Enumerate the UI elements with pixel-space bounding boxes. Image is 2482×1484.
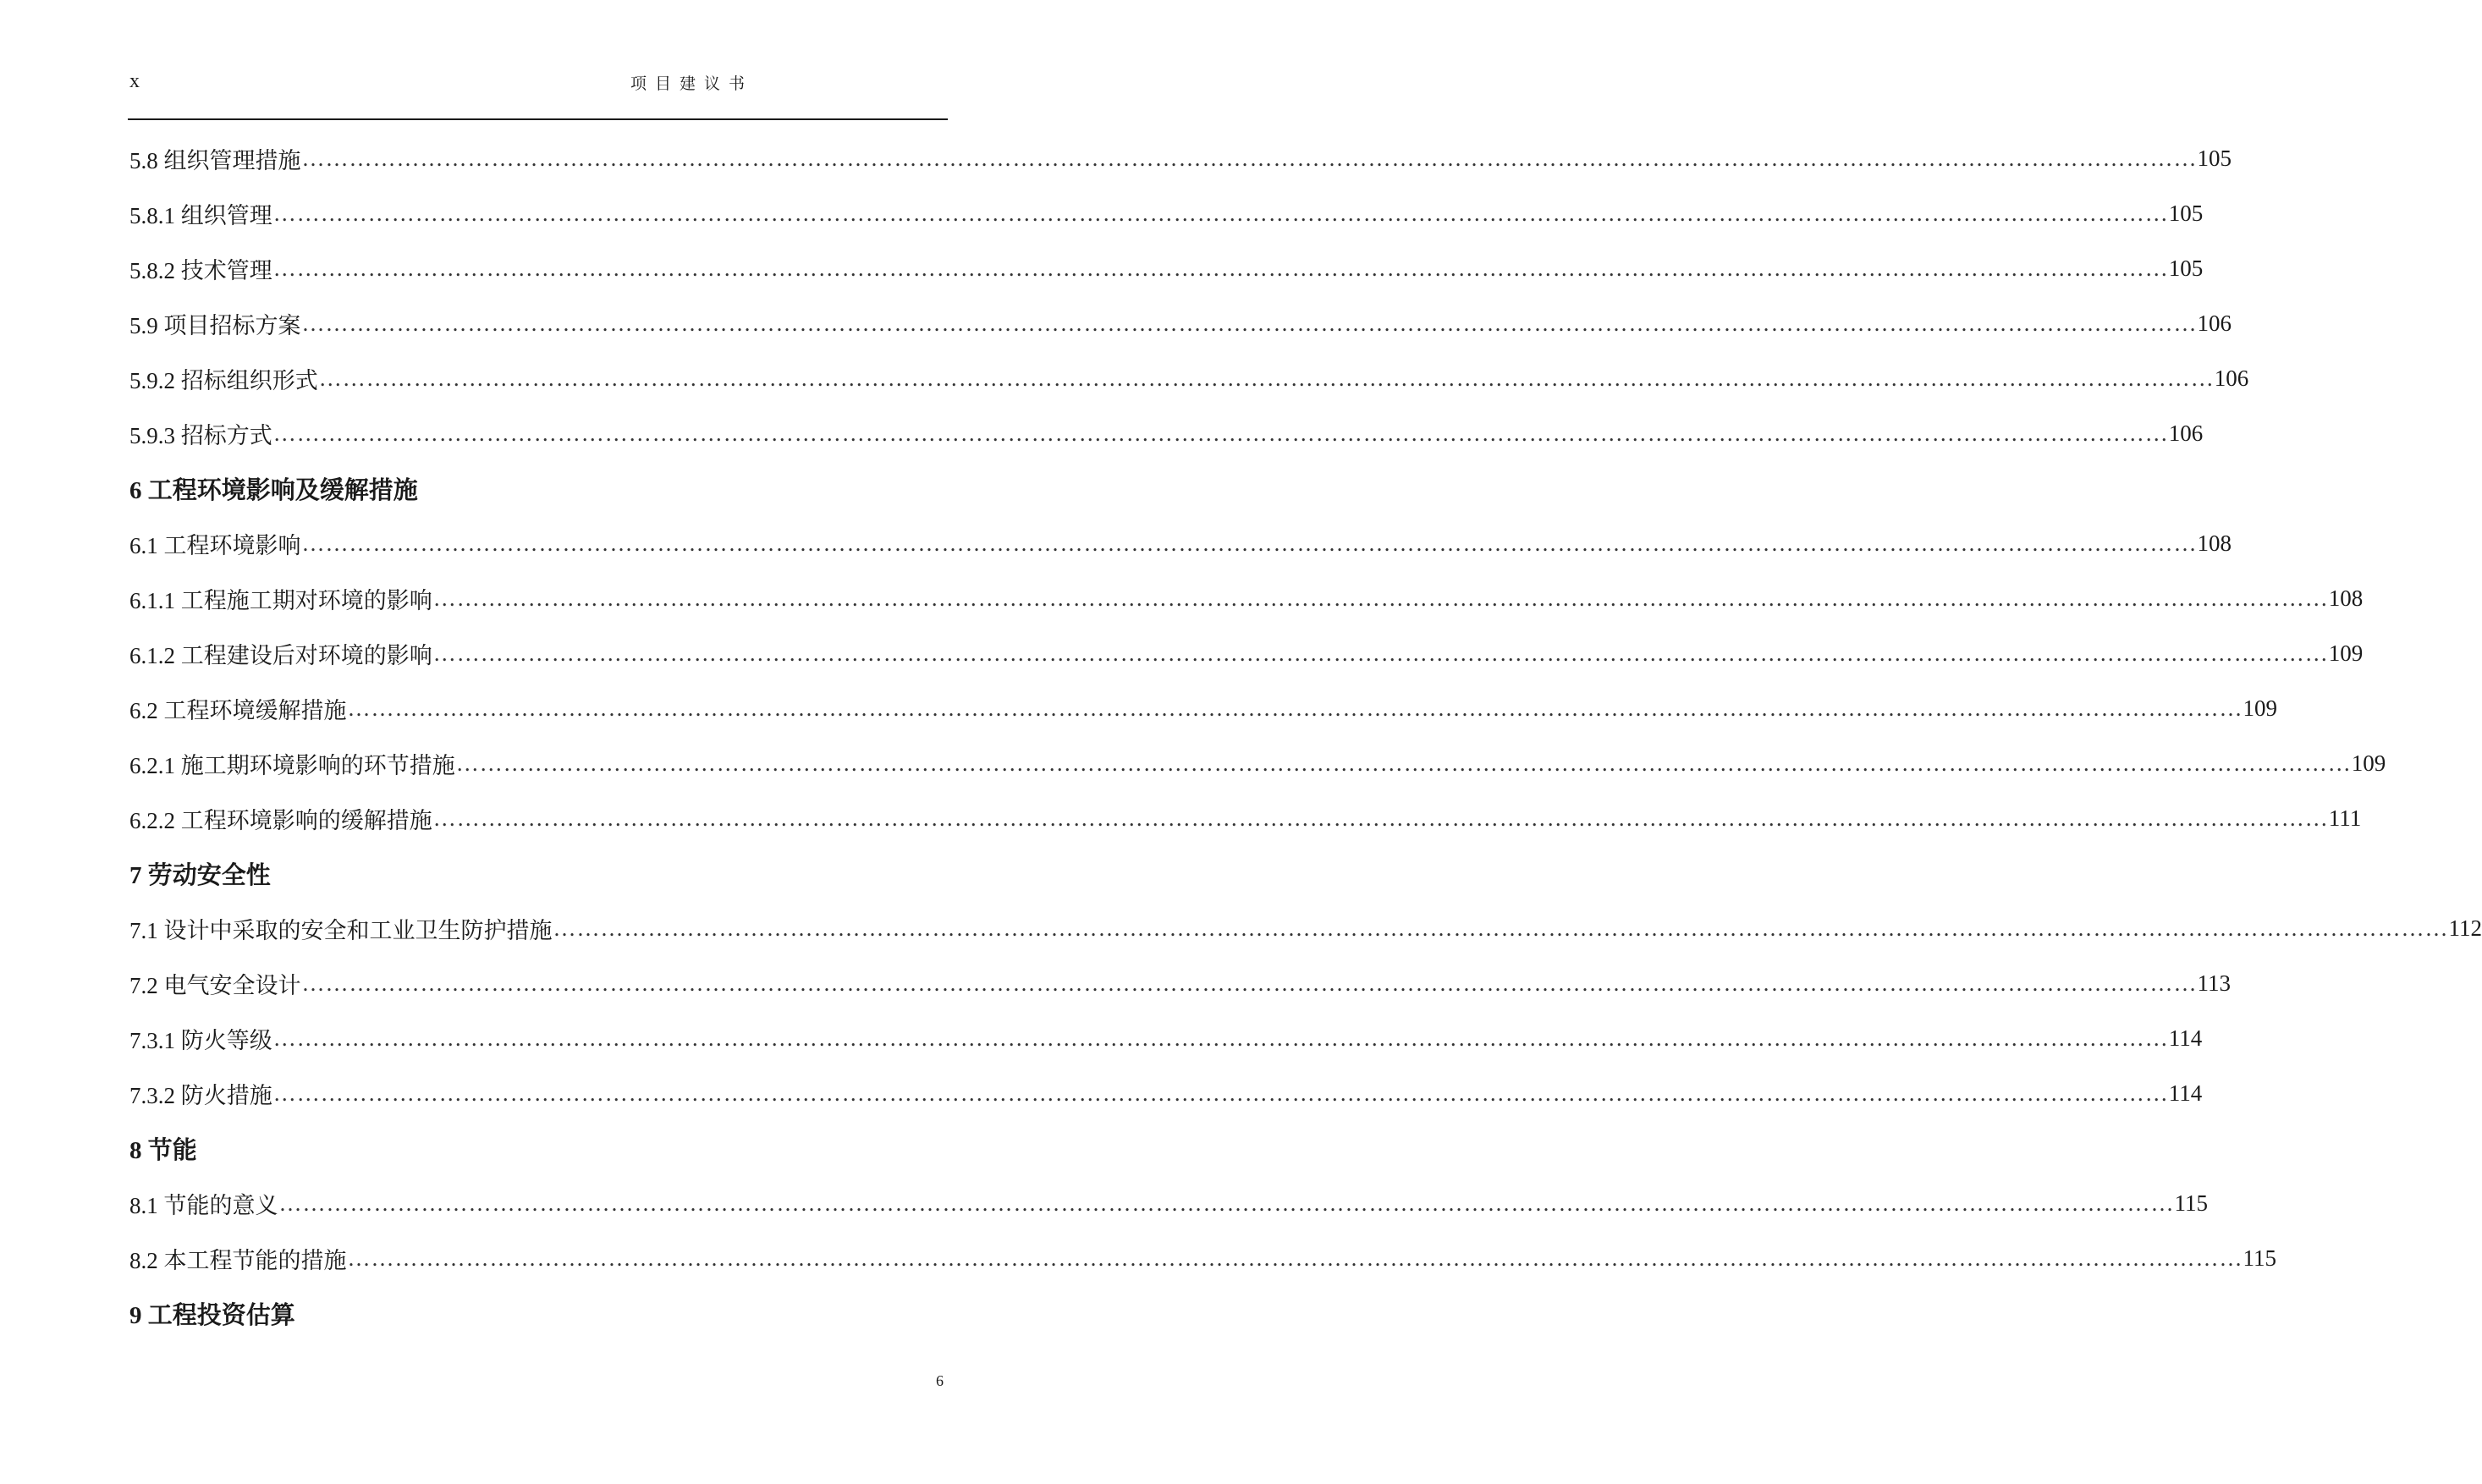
- toc-entry: [129, 351, 2249, 406]
- toc-entry: [129, 1176, 2208, 1231]
- toc-entry-title: 6.1.2 工程建设后对环境的影响: [129, 643, 432, 668]
- toc-entry-page: 109: [2351, 750, 2386, 776]
- toc-entry-page: 114: [2168, 1025, 2203, 1051]
- toc-entry-page: 105: [2197, 146, 2232, 171]
- toc-section-heading: 9 工程投资估算: [129, 1302, 295, 1329]
- toc-entry-title: 6.2 工程环境缓解措施: [129, 698, 347, 723]
- toc-entry: [129, 681, 2277, 736]
- toc-entry-page: 108: [2328, 585, 2364, 611]
- toc-entry-title: 5.9.3 招标方式: [129, 423, 272, 448]
- toc-entry: [129, 241, 2204, 296]
- toc-entry-title: 5.9 项目招标方案: [129, 313, 301, 338]
- toc-entry-page: 111: [2328, 805, 2362, 831]
- toc-dot-leader: ……………………………………………………………………………………………………………………………………………………………………………………………………………………: [272, 1025, 2169, 1051]
- header-left-mark: x: [129, 70, 140, 92]
- table-of-contents: [129, 131, 2482, 1341]
- toc-dot-leader: ……………………………………………………………………………………………………………………………………………………………………………………………………………………: [301, 530, 2198, 556]
- toc-entry-title: 8.1 节能的意义: [129, 1193, 278, 1218]
- toc-entry: [129, 736, 2386, 791]
- toc-dot-leader: ……………………………………………………………………………………………………………………………………………………………………………………………………………………: [432, 585, 2329, 611]
- toc-section-heading: 6 工程环境影响及缓解措施: [129, 477, 418, 504]
- toc-entry-page: 112: [2448, 915, 2482, 941]
- toc-dot-leader: ……………………………………………………………………………………………………………………………………………………………………………………………………………………: [347, 1245, 2243, 1271]
- toc-dot-leader: ……………………………………………………………………………………………………………………………………………………………………………………………………………………: [318, 366, 2215, 391]
- toc-dot-leader: ……………………………………………………………………………………………………………………………………………………………………………………………………………………: [272, 420, 2169, 446]
- header-rule: [128, 118, 948, 120]
- toc-entry: [129, 186, 2204, 241]
- toc-entry: [129, 1066, 2203, 1121]
- toc-entry: [129, 571, 2364, 626]
- toc-entry: [129, 626, 2364, 681]
- toc-dot-leader: ……………………………………………………………………………………………………………………………………………………………………………………………………………………: [347, 695, 2243, 721]
- toc-entry: [129, 1011, 2203, 1066]
- toc-dot-leader: ……………………………………………………………………………………………………………………………………………………………………………………………………………………: [301, 970, 2198, 996]
- toc-dot-leader: ……………………………………………………………………………………………………………………………………………………………………………………………………………………: [432, 805, 2329, 831]
- toc-entry-title: 7.2 电气安全设计: [129, 973, 301, 998]
- toc-section-heading: 7 劳动安全性: [129, 862, 271, 889]
- toc-dot-leader: ……………………………………………………………………………………………………………………………………………………………………………………………………………………: [278, 1190, 2175, 1216]
- toc-entry-page: 114: [2168, 1080, 2203, 1106]
- page-number: 6: [936, 1372, 944, 1389]
- toc-section-heading: 8 节能: [129, 1137, 197, 1164]
- toc-entry-title: 6.1 工程环境影响: [129, 533, 301, 558]
- toc-dot-leader: ……………………………………………………………………………………………………………………………………………………………………………………………………………………: [272, 256, 2169, 281]
- toc-entry: [129, 516, 2232, 571]
- toc-entry: [129, 791, 2362, 846]
- toc-entry: [129, 131, 2232, 186]
- toc-dot-leader: ……………………………………………………………………………………………………………………………………………………………………………………………………………………: [455, 750, 2352, 776]
- toc-entry: [129, 406, 2204, 461]
- toc-dot-leader: ……………………………………………………………………………………………………………………………………………………………………………………………………………………: [301, 311, 2198, 336]
- toc-entry: [129, 956, 2231, 1011]
- header-title: 项目建议书: [630, 75, 754, 93]
- toc-entry-title: 6.1.1 工程施工期对环境的影响: [129, 588, 432, 613]
- toc-entry-page: 113: [2197, 970, 2231, 996]
- toc-entry-page: 105: [2168, 256, 2204, 281]
- toc-entry: [129, 901, 2482, 956]
- toc-entry-title: 7.3.1 防火等级: [129, 1028, 272, 1053]
- toc-entry-page: 106: [2197, 311, 2232, 336]
- toc-entry-title: 6.2.1 施工期环境影响的环节措施: [129, 753, 455, 778]
- toc-entry-page: 115: [2174, 1190, 2208, 1216]
- toc-entry-title: 7.1 设计中采取的安全和工业卫生防护措施: [129, 918, 553, 943]
- toc-entry-page: 109: [2328, 640, 2364, 666]
- toc-entry-page: 109: [2243, 695, 2277, 721]
- toc-entry-page: 106: [2168, 420, 2204, 446]
- toc-dot-leader: ……………………………………………………………………………………………………………………………………………………………………………………………………………………: [272, 201, 2169, 226]
- toc-entry-page: 105: [2168, 201, 2204, 226]
- toc-entry-page: 108: [2197, 530, 2232, 556]
- toc-entry-title: 5.9.2 招标组织形式: [129, 368, 318, 393]
- toc-entry-title: 8.2 本工程节能的措施: [129, 1248, 347, 1273]
- toc-dot-leader: ……………………………………………………………………………………………………………………………………………………………………………………………………………………: [272, 1080, 2169, 1106]
- toc-entry-title: 6.2.2 工程环境影响的缓解措施: [129, 808, 432, 833]
- toc-entry-title: 7.3.2 防火措施: [129, 1083, 272, 1108]
- toc-entry: [129, 296, 2232, 351]
- toc-entry-page: 106: [2214, 366, 2249, 391]
- toc-entry: [129, 1231, 2276, 1286]
- toc-entry-title: 5.8.1 组织管理: [129, 203, 272, 228]
- toc-entry-title: 5.8 组织管理措施: [129, 148, 301, 173]
- toc-dot-leader: ……………………………………………………………………………………………………………………………………………………………………………………………………………………: [553, 915, 2449, 941]
- toc-dot-leader: ……………………………………………………………………………………………………………………………………………………………………………………………………………………: [301, 146, 2198, 171]
- toc-entry-page: 115: [2243, 1245, 2276, 1271]
- toc-dot-leader: ……………………………………………………………………………………………………………………………………………………………………………………………………………………: [432, 640, 2329, 666]
- toc-entry-title: 5.8.2 技术管理: [129, 258, 272, 283]
